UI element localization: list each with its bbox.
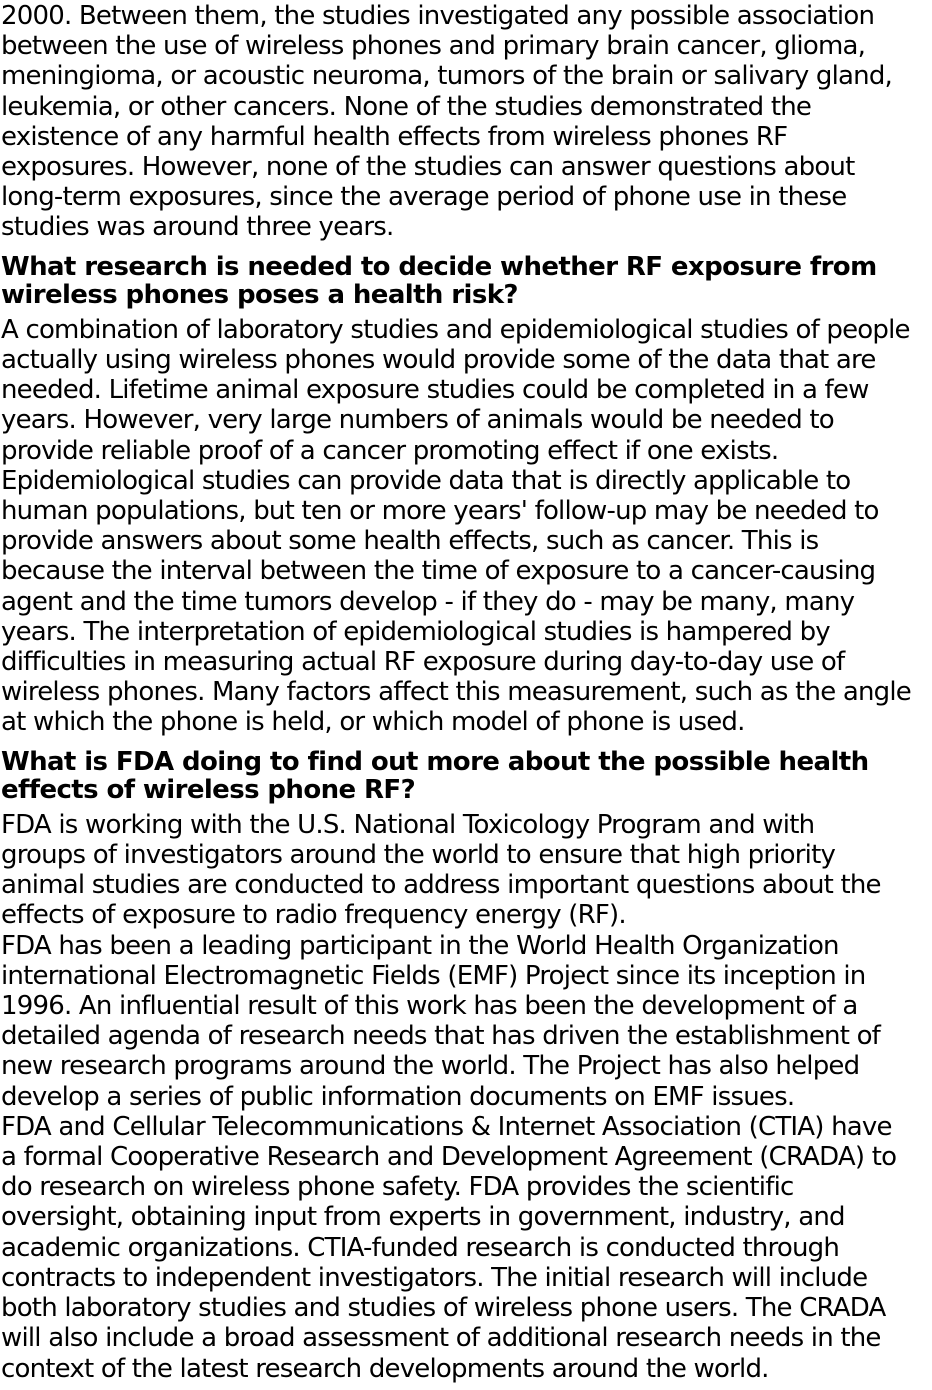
text-line: new research programs around the world. The Project has also helped xyxy=(1,1051,860,1082)
text-line: existence of any harmful health effects from wireless phones RF xyxy=(1,121,788,152)
text-line: provide answers about some health effects, such as cancer. This is xyxy=(1,526,819,557)
text-line: years. However, very large numbers of animals would be needed to xyxy=(1,405,834,436)
text-line: both laboratory studies and studies of wireless phone users. The CRADA xyxy=(1,1293,886,1324)
text-line: leukemia, or other cancers. None of the studies demonstrated the xyxy=(1,91,812,122)
text-line: actually using wireless phones would provide some of the data that are xyxy=(1,345,876,376)
paragraph xyxy=(1,931,932,1112)
text-line: 2000. Between them, the studies investigated any possible association xyxy=(1,1,875,31)
paragraph xyxy=(1,315,932,738)
text-line: do research on wireless phone safety. FDA provides the scientific xyxy=(1,1172,794,1203)
section-heading xyxy=(1,253,932,310)
text-line: between the use of wireless phones and primary brain cancer, glioma, xyxy=(1,31,866,62)
text-line: a formal Cooperative Research and Development Agreement (CRADA) to xyxy=(1,1142,897,1173)
text-line: studies was around three years. xyxy=(1,212,394,243)
paragraph xyxy=(1,810,932,931)
text-line: because the interval between the time of exposure to a cancer-causing xyxy=(1,556,876,587)
text-line: effects of exposure to radio frequency energy (RF). xyxy=(1,900,626,931)
document-body xyxy=(1,1,932,1384)
text-line: effects of wireless phone RF? xyxy=(1,776,416,805)
text-line: detailed agenda of research needs that has driven the establishment of xyxy=(1,1021,881,1052)
text-line: What research is needed to decide whether RF exposure from xyxy=(1,252,877,282)
text-line: Epidemiological studies can provide data that is directly applicable to xyxy=(1,465,851,496)
text-line: contracts to independent investigators. The initial research will include xyxy=(1,1262,868,1293)
text-line: 1996. An influential result of this work has been the development of a xyxy=(1,991,858,1022)
paragraph xyxy=(1,1112,932,1384)
text-line: develop a series of public information documents on EMF issues. xyxy=(1,1081,795,1112)
text-line: difficulties in measuring actual RF exposure during day-to-day use of xyxy=(1,647,845,678)
text-line: long-term exposures, since the average period of phone use in these xyxy=(1,182,847,213)
text-line: human populations, but ten or more years' follow-up may be needed to xyxy=(1,496,879,527)
text-line: A combination of laboratory studies and epidemiological studies of people xyxy=(1,314,910,345)
text-line: What is FDA doing to find out more about the possible health xyxy=(1,747,869,777)
text-line: animal studies are conducted to address important questions about the xyxy=(1,870,881,901)
text-line: at which the phone is held, or which model of phone is used. xyxy=(1,707,745,738)
text-line: years. The interpretation of epidemiological studies is hampered by xyxy=(1,616,830,647)
text-line: FDA and Cellular Telecommunications & Internet Association (CTIA) have xyxy=(1,1111,892,1142)
paragraph xyxy=(1,1,932,243)
text-line: international Electromagnetic Fields (EMF) Project since its inception in xyxy=(1,960,866,991)
text-line: wireless phones. Many factors affect this measurement, such as the angle xyxy=(1,677,911,708)
section-heading xyxy=(1,748,932,805)
text-line: academic organizations. CTIA-funded research is conducted through xyxy=(1,1232,840,1263)
text-line: FDA has been a leading participant in the World Health Organization xyxy=(1,930,839,961)
text-line: provide reliable proof of a cancer promoting effect if one exists. xyxy=(1,435,779,466)
text-line: meningioma, or acoustic neuroma, tumors of the brain or salivary gland, xyxy=(1,61,893,92)
text-line: wireless phones poses a health risk? xyxy=(1,281,518,310)
text-line: context of the latest research developments around the world. xyxy=(1,1353,769,1384)
text-line: agent and the time tumors develop - if they do - may be many, many xyxy=(1,586,855,617)
text-line: groups of investigators around the world to ensure that high priority xyxy=(1,840,836,871)
text-line: FDA is working with the U.S. National Toxicology Program and with xyxy=(1,809,815,840)
text-line: exposures. However, none of the studies can answer questions about xyxy=(1,152,855,183)
text-line: will also include a broad assessment of additional research needs in the xyxy=(1,1323,881,1354)
text-line: oversight, obtaining input from experts in government, industry, and xyxy=(1,1202,845,1233)
text-line: needed. Lifetime animal exposure studies could be completed in a few xyxy=(1,375,869,406)
